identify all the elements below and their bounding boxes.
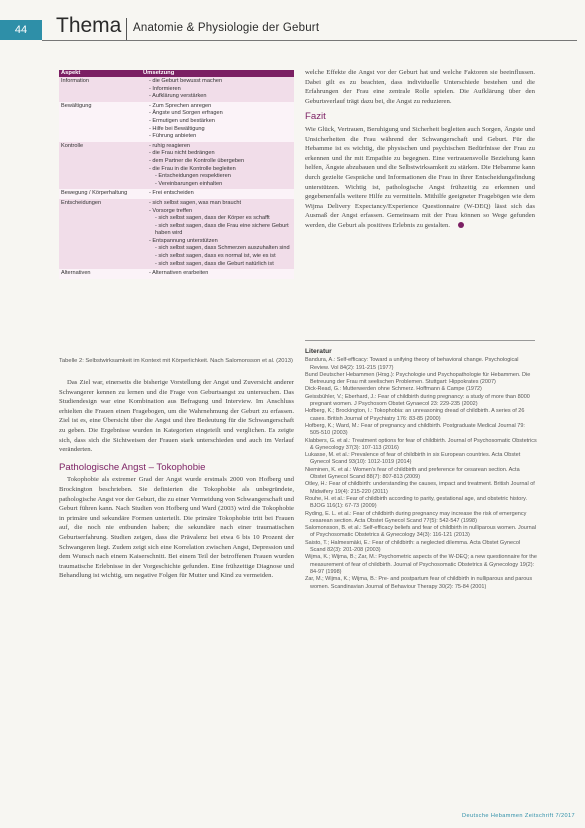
reference-entry: Ryding, E. L. et al.: Fear of childbirth during pregnancy may increase the risk of emergency cesarean section. Acta Obstet Gynecol Scand 77(5): 542-547 (1998) bbox=[305, 510, 527, 524]
conclusion-paragraph bbox=[305, 125, 535, 231]
header-divider bbox=[126, 18, 127, 40]
page-header bbox=[0, 0, 585, 44]
reference-entry: Hofberg, K.; Brockington, I.: Tokophobia: an unreasoning dread of childbirth. A series of 26 cases. British Journal of Psychiatry 176: 83-85 (2000) bbox=[305, 408, 525, 422]
conclusion-heading: Fazit bbox=[305, 111, 326, 123]
implementation-item: - Vereinbarungen einhalten bbox=[155, 180, 223, 187]
references-list bbox=[305, 348, 537, 591]
reference-entry: Otley, H.: Fear of childbirth: understanding the causes, impact and treatment. British Journal of Midwifery 19(4): 215-220 (2011) bbox=[305, 481, 535, 495]
implementation-item: - Informieren bbox=[149, 85, 181, 92]
implementation-item: - Zum Sprechen anregen bbox=[149, 102, 212, 109]
table-cell-implementation bbox=[141, 77, 294, 102]
header-rule bbox=[42, 40, 577, 41]
implementation-item: - ruhig reagieren bbox=[149, 142, 191, 149]
implementation-item: - sich selbst sagen, dass die Frau eine sichere Geburt haben wird bbox=[155, 222, 289, 237]
table-cell-aspect: Alternativen bbox=[59, 269, 141, 279]
column-header-implementation: Umsetzung bbox=[141, 70, 294, 77]
implementation-item: - Führung anbieten bbox=[149, 133, 197, 140]
table-cell-aspect: Information bbox=[59, 77, 141, 102]
implementation-item: - sich selbst sagen, dass Schmerzen auszuhalten sind bbox=[155, 245, 290, 252]
implementation-item: - die Frau in die Kontrolle begleiten bbox=[149, 165, 236, 172]
implementation-item: - sich selbst sagen, dass die Geburt natürlich ist bbox=[155, 260, 274, 267]
reference-entry: Rouhe, H. et al.: Fear of childbirth according to parity, gestational age, and obstetric history. BJOG 116(1): 67-73 (2009) bbox=[305, 495, 528, 510]
reference-entry: Bund Deutscher Hebammen (Hrsg.): Psychologie und Psychopathologie für Hebammen. Die Betreuung der Frau mit seelischen Problemen. Stuttgart: Hippokrates (2007) bbox=[305, 371, 531, 386]
table-cell-aspect: Entscheidungen bbox=[59, 199, 141, 269]
table-cell-implementation bbox=[141, 102, 294, 142]
implementation-item: - die Frau nicht bedrängen bbox=[149, 150, 215, 157]
table-cell-aspect: Bewegung / Körperhaltung bbox=[59, 189, 141, 199]
implementation-item: - Aufklärung verstärken bbox=[149, 93, 207, 100]
reference-entry: Dick-Read, G.: Mutterwerden ohne Schmerz. Hoffmann & Campe (1972) bbox=[305, 386, 482, 393]
reference-entry: Nieminen, K. et al.: Women's fear of childbirth and preference for cesarean section. Acta Obstet Gynecol Scand 88(7): 807-813 (2009) bbox=[305, 466, 520, 481]
body-paragraph: welche Effekte die Angst vor der Geburt hat und welche Faktoren sie beeinflussen. Dabei gilt es zu beachten, dass individuelle Unterschiede bestehen und die Erfahrungen der Frau eine zentrale Rolle spielen. Die Aufklärung über den Geburtsverlauf trägt dazu bei, die Angst zu reduzieren. bbox=[305, 69, 535, 105]
table-header-row bbox=[59, 70, 294, 77]
reference-entry: Lukasse, M. et al.: Prevalence of fear of childbirth in six European countries. Acta Obstet Gynecol Scand 93(10): 1012-1019 (2014) bbox=[305, 452, 521, 466]
conclusion-text: Wie Glück, Vertrauen, Beruhigung und Sicherheit begleiten auch Sorgen, Ängste und Unsicherheiten die Frau während der Schwangerschaft und Geburt. Für die Hebamme ist es wichtig, die physischen und psychischen Bedürfnisse der Frau zu erkennen und ihr mit Empathie zu begegnen. Eine vertrauensvolle Beziehung kann helfen, Ängste abzubauen und die Selbstwirksamkeit zu stärken. Die Hebamme kann durch gezielte Gespräche und Informationen die Frau in ihrer Entscheidungsfindung unterstützen. Wichtig ist, pathologische Angst frühzeitig zu erkennen und gegebenenfalls weitere Hilfe zu vermitteln. Mithilfe geeigneter Fragebögen wie dem Wijma Delivery Expectancy/Experience Questionnaire (W-DEQ) lässt sich das Ausmaß der Angst erfassen. Gemeinsam mit der Frau können so Wege gefunden werden, die Geburt als positives Erlebnis zu gestalten. bbox=[305, 125, 535, 229]
table-row bbox=[59, 189, 294, 199]
implementation-item: - sich selbst sagen, dass der Körper es schafft bbox=[155, 215, 270, 222]
implementation-item: - Hilfe bei Bewältigung bbox=[149, 125, 205, 132]
body-paragraph: Das Ziel war, einerseits die bisherige Vorstellung der Angst und Zuversicht anderer Schwangerer kennen zu lernen und die Frage von Geburtsangst zu untersuchen. Das Studiendesign war eine Kombination aus Befragung und Interview. Im Anschluss erhielten die Frauen einen Fragebogen, um die Wahrnehmung der Geburt zu erfassen. Ziel ist es, eine Übersicht über die Angst und ihre Bedeutung für die Schwangerschaft zu geben. Die Ergebnisse wurden in Kategorien eingeteilt und verglichen. Es zeigte sich, dass sich die Sichtweisen der Frauen stark unterschieden und auch im Verlauf veränderten. bbox=[59, 379, 294, 454]
column-header-aspect: Aspekt bbox=[59, 70, 141, 77]
reference-entry: Saisto, T.; Halmesmäki, E.: Fear of childbirth: a neglected dilemma. Acta Obstet Gynecol Scand 82(3): 201-208 (2003) bbox=[305, 539, 521, 554]
right-column-body bbox=[305, 68, 535, 231]
page-number: 44 bbox=[0, 20, 42, 40]
implementation-item: - Frei entscheiden bbox=[149, 190, 194, 197]
reference-entry: Klabbers, G. et al.: Treatment options for fear of childbirth. Journal of Psychosomatic Obstetrics & Gynecology 37(3): 107-113 (2016) bbox=[305, 437, 537, 451]
reference-entry: Salomonsson, B. et al.: Self-efficacy beliefs and fear of childbirth in nulliparous women. Journal of Psychosomatic Obstetrics & Gynecology 34(3): 116-121 (2013) bbox=[305, 525, 537, 539]
page-footer: Deutsche Hebammen Zeitschrift 7/2017 bbox=[462, 813, 575, 819]
reference-entry: Hofberg, K.; Ward, M.: Fear of pregnancy and childbirth. Postgraduate Medical Journal 79: 505-510 (2003) bbox=[305, 422, 525, 437]
section-subtitle: Anatomie & Physiologie der Geburt bbox=[133, 22, 320, 34]
reference-entry: Geissbühler, V.; Eberhard, J.: Fear of childbirth during pregnancy: a study of more than 8000 pregnant women. J Psychosom Obstet Gynaecol 23: 229-235 (2002) bbox=[305, 393, 530, 408]
implementation-item: - Ängste und Sorgen erfragen bbox=[149, 110, 223, 117]
section-title: Thema bbox=[56, 14, 122, 37]
table-cell-implementation bbox=[141, 199, 294, 269]
table-cell-aspect: Kontrolle bbox=[59, 142, 141, 190]
references-title: Literatur bbox=[305, 348, 332, 355]
coping-table bbox=[59, 70, 294, 279]
left-column-body bbox=[59, 378, 294, 581]
implementation-item: - dem Partner die Kontrolle übergeben bbox=[149, 157, 245, 164]
table-caption: Tabelle 2: Selbstwirksamkeit im Kontext mit Körperlichkeit. Nach Salomonsson et al. (2013) bbox=[59, 358, 293, 364]
implementation-item: - Alternativen erarbeiten bbox=[149, 270, 209, 277]
references-items bbox=[305, 357, 537, 591]
implementation-item: - Ermutigen und bestärken bbox=[149, 117, 215, 124]
table-row bbox=[59, 77, 294, 102]
implementation-item: - sich selbst sagen, was man braucht bbox=[149, 199, 242, 206]
body-paragraph: Tokophobie als extremer Grad der Angst wurde erstmals 2000 von Hofberg und Brockington beschrieben. Sie definierten die Tokophobie als unbegründete, pathologische Angst vor der Geburt, die zu einer Vermeidung von Schwangerschaft und Geburt führen kann. Nach Studien von Hofberg und Ward (2003) wird die Tokophobie in primäre und sekundäre Formen unterteilt. Die primäre Tokophobie tritt bei Frauen auf, die noch nie entbunden haben; die sekundäre nach einer traumatischen Geburtserfahrung. Studien zeigen, dass die Prävalenz bei etwa 6 bis 10 Prozent der Schwangeren liegt. Zudem zeigt sich eine Korrelation zwischen Angst, Depression und dem Wunsch nach einem Kaiserschnitt. Bei einem Teil der betroffenen Frauen wurden traumatische Erlebnisse in der Vorgeschichte gefunden. Eine frühzeitige Diagnose und Behandlung ist wichtig, um negative Folgen für Mutter und Kind zu vermeiden. bbox=[59, 476, 294, 580]
table-row bbox=[59, 102, 294, 142]
table-cell-aspect: Bewältigung bbox=[59, 102, 141, 142]
section-heading: Pathologische Angst – Tokophobie bbox=[59, 461, 206, 473]
reference-entry: Zar, M.; Wijma, K.; Wijma, B.: Pre- and postpartum fear of childbirth in nulliparous and parous women. Scandinavian Journal of Behaviour Therapy 30(2): 75-84 (2001) bbox=[305, 576, 533, 590]
implementation-item: - Entspannung unterstützen bbox=[149, 237, 218, 244]
implementation-item: - die Geburt bewusst machen bbox=[149, 78, 223, 84]
implementation-item: - sich selbst sagen, dass es normal ist, wie es ist bbox=[155, 253, 276, 260]
table-row bbox=[59, 142, 294, 190]
implementation-item: - Entscheidungen respektieren bbox=[155, 173, 231, 180]
table-body bbox=[59, 77, 294, 279]
reference-entry: Wijma, K.; Wijma, B.; Zar, M.: Psychometric aspects of the W-DEQ; a new questionnaire for the measurement of fear of childbirth. Journal of Psychosomatic Obstetrics & Gynecology 19(2): 84-97 (1998) bbox=[305, 554, 537, 575]
article-end-marker-icon bbox=[458, 222, 464, 228]
implementation-item: - Vorsorge treffen bbox=[149, 207, 193, 214]
table-row bbox=[59, 269, 294, 279]
table-cell-implementation bbox=[141, 269, 294, 279]
reference-entry: Bandura, A.: Self-efficacy: Toward a unifying theory of behavioral change. Psychological Review. Vol 84(2): 191-215 (1977) bbox=[305, 357, 519, 371]
table-cell-implementation bbox=[141, 142, 294, 190]
table-cell-implementation bbox=[141, 189, 294, 199]
references-divider bbox=[305, 340, 535, 341]
table-row bbox=[59, 199, 294, 269]
